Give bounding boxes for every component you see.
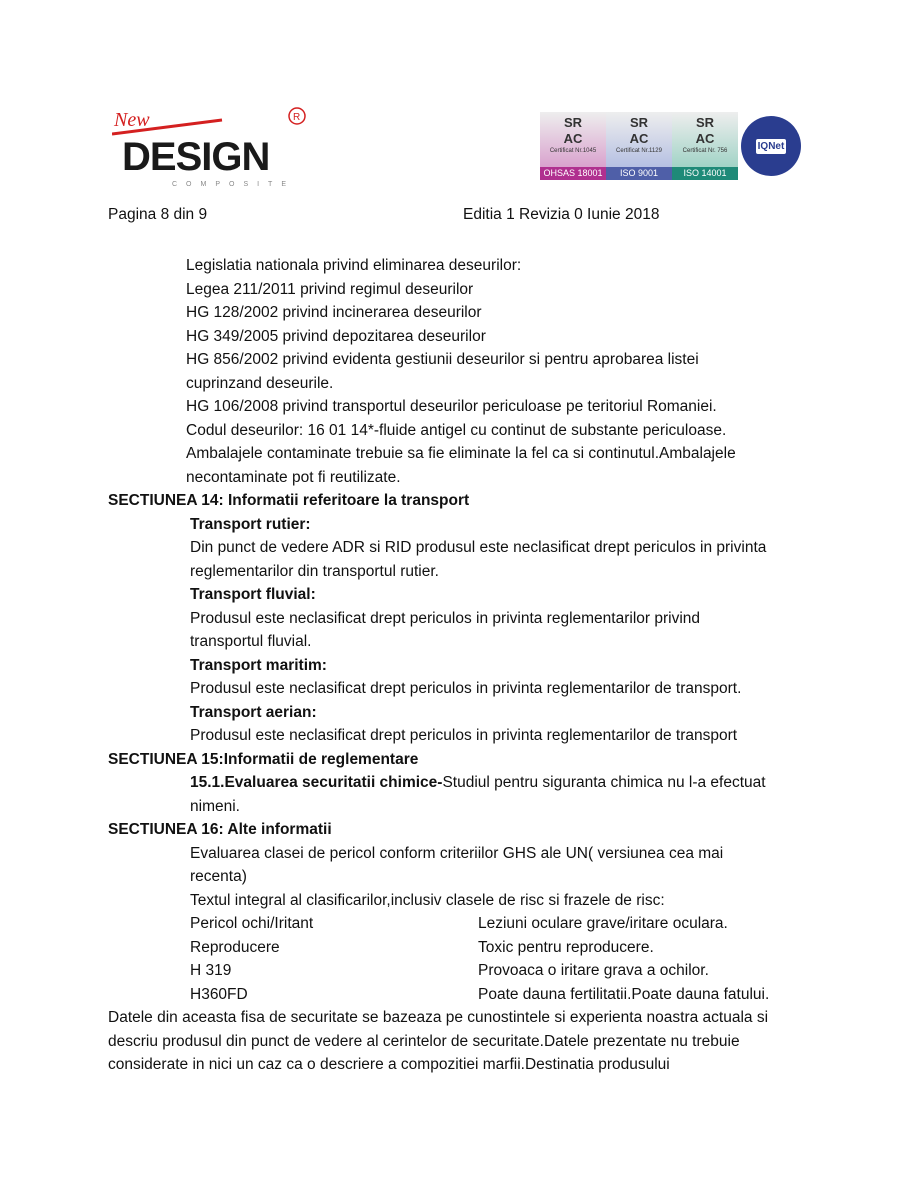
cert-top: SR [695,115,715,130]
cert-ohsas [540,112,606,180]
class-name: H 319 [190,962,232,979]
cert-number: Certificat Nr.1045 [549,148,597,154]
svg-text:New: New [114,109,150,131]
paragraph: Din punct de vedere ADR si RID produsul este neclasificat drept periculos in privinta reglementarilor din transportul rutier. [190,539,767,580]
svg-text:DESIGN: DESIGN [122,135,270,179]
subheading: Transport aerian: [190,703,317,721]
classification-row [108,936,820,960]
classification-row [108,959,820,983]
document-body [108,254,820,1077]
text-line: Codul deseurilor: 16 01 14*-fluide antigel cu continut de substante periculoase. [186,421,727,439]
class-name: H360FD [190,985,248,1003]
section-16-title: SECTIUNEA 16: Alte informatii [108,821,332,838]
class-name: Reproducere [190,938,280,956]
class-name: Pericol ochi/Iritant [190,915,314,932]
subheading: Transport maritim: [190,656,327,674]
cert-standard: ISO 14001 [672,167,738,180]
edition: Editia 1 Revizia 0 Iunie 2018 [463,206,660,223]
text-line: Ambalajele contaminate trebuie sa fie eliminate la fel ca si continutul.Ambalajele necontaminate pot fi reutilizate. [186,445,736,486]
subheading: 15.1.Evaluarea securitatii chimice- [190,774,443,791]
legislation-list [108,254,820,489]
cert-standard: ISO 9001 [606,167,672,180]
section-14-title: SECTIUNEA 14: Informatii referitoare la transport [108,492,470,509]
svg-text:R: R [293,112,301,123]
cert-mid: AC [695,131,715,146]
text-line: HG 128/2002 privind incinerarea deseurilor [186,304,482,321]
text-line: HG 106/2008 privind transportul deseurilor periculoase pe teritoriul Romaniei. [186,398,717,415]
paragraph: Studiul pentru siguranta chimica nu l-a efectuat nimeni. [190,774,766,815]
class-description: Provoaca o iritare grava a ochilor. [478,962,709,979]
class-description: Leziuni oculare grave/iritare oculara. [478,915,728,932]
class-description: Toxic pentru reproducere. [478,938,654,956]
cert-top: SR [629,115,649,130]
class-description: Poate dauna fertilitatii.Poate dauna fatului. [478,985,770,1003]
cert-top: SR [563,115,583,130]
text-line: HG 856/2002 privind evidenta gestiunii deseurilor si pentru aprobarea listei cuprinzand deseurile. [186,351,699,392]
paragraph: Produsul este neclasificat drept periculos in privinta reglementarilor de transport [190,727,738,744]
section-15-title: SECTIUNEA 15:Informatii de reglementare [108,750,419,768]
iqnet-label: IQNet [757,140,785,152]
cert-mid: AC [629,131,649,146]
cert-iso14001 [672,112,738,180]
cert-number: Certificat Nr. 756 [682,148,728,154]
paragraph: Textul integral al clasificarilor,inclusiv clasele de risc si frazele de risc: [190,891,665,909]
paragraph: Produsul este neclasificat drept periculos in privinta reglementarilor de transport. [190,680,742,697]
text-line: Legislatia nationala privind eliminarea deseurilor: [186,257,522,274]
page-number: Pagina 8 din 9 [108,206,208,223]
svg-text:COMPOSITE: COMPOSITE [172,181,296,188]
cert-iso9001 [606,112,672,180]
subheading: Transport rutier: [190,515,311,533]
iqnet-badge [741,116,801,176]
disclaimer-paragraph: Datele din aceasta fisa de securitate se bazeaza pe cunostintele si experienta noastra actuala si descriu produsul din punct de vedere al cerintelor de securitate.Datele prezentate nu trebuie considerate in nici un caz ca o descriere a compozitiei marfii.Destinatia produsului [108,1009,769,1073]
subheading: Transport fluvial: [190,586,316,603]
cert-number: Certificat Nr.1129 [616,148,662,154]
paragraph: Produsul este neclasificat drept periculos in privinta reglementarilor privind transportul fluvial. [190,609,701,650]
certification-badges [540,112,802,180]
classification-row [108,983,820,1007]
paragraph: Evaluarea clasei de pericol conform criteriilor GHS ale UN( versiunea cea mai recenta) [190,844,724,885]
text-line: HG 349/2005 privind depozitarea deseurilor [186,327,486,345]
cert-standard: OHSAS 18001 [540,167,606,180]
cert-mid: AC [563,131,583,146]
company-logo [112,106,317,192]
text-line: Legea 211/2011 privind regimul deseurilor [186,280,474,298]
classification-row [108,912,820,936]
